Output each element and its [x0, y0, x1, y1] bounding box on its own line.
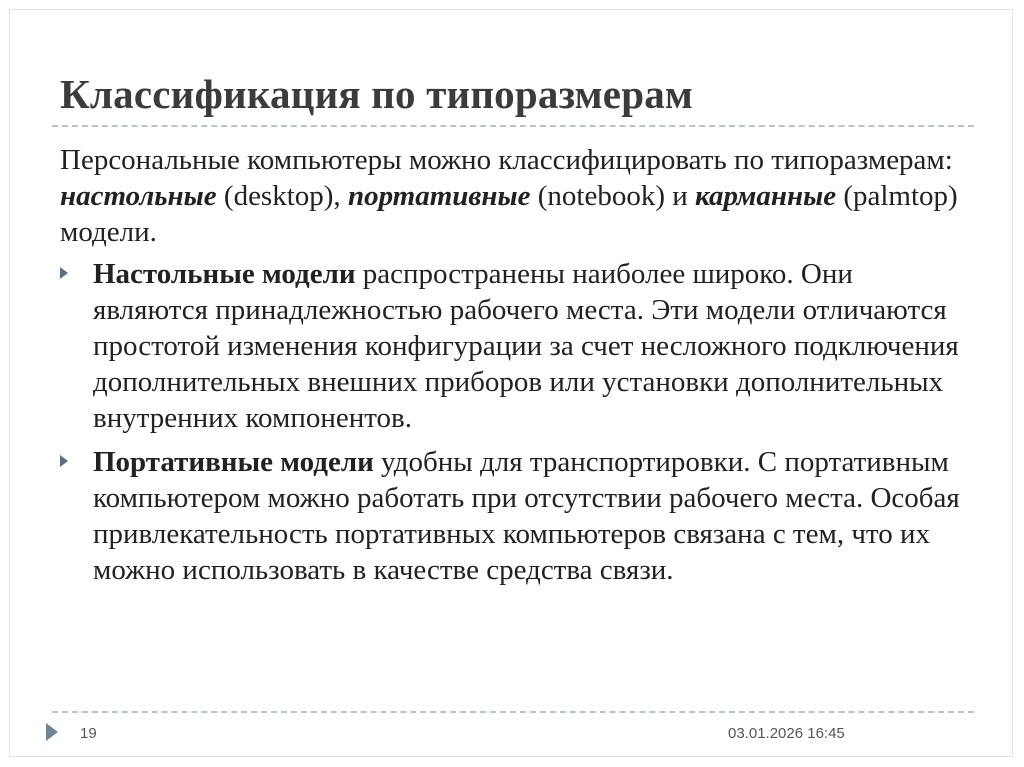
- bullet-portable-text: удобны для транспортировки. С портативным компьютером можно работать при отсутствии рабочего места. Особая привлекательность портативных компьютеров связана с тем, что их можно использовать в качестве средства связи.: [93, 446, 960, 586]
- bullet-arrow-icon: [60, 455, 68, 467]
- intro-term-palmtop: карманные: [695, 180, 837, 212]
- intro-paragraph: [60, 142, 965, 250]
- bullet-desktop-heading: Настольные модели: [93, 258, 356, 290]
- bullet-portable: [60, 444, 965, 588]
- footer-divider: [52, 711, 974, 713]
- bullet-list: [60, 256, 965, 588]
- bullet-portable-heading: Портативные модели: [93, 446, 374, 478]
- bullet-desktop: [60, 256, 965, 436]
- intro-text-2: (desktop),: [216, 180, 348, 212]
- triangle-right-icon: [46, 723, 58, 741]
- slide-content: [60, 142, 965, 596]
- title-divider: [52, 125, 974, 127]
- page-number: 19: [80, 725, 97, 742]
- bullet-arrow-icon: [60, 267, 68, 279]
- intro-term-notebook: портативные: [347, 180, 531, 212]
- footer-datetime: 03.01.2026 16:45: [728, 725, 845, 742]
- intro-term-desktop: настольные: [60, 180, 217, 212]
- bullet-desktop-text: распространены наиболее широко. Они являются принадлежностью рабочего места. Эти модели отличаются простотой изменения конфигурации за счет несложного подключения дополнительных внешних приборов или установки дополнительных внутренних компонентов.: [93, 258, 959, 434]
- intro-text-3: (notebook) и: [530, 180, 695, 212]
- intro-text-4: (palmtop) модели.: [60, 180, 958, 248]
- intro-text-1: Персональные компьютеры можно классифицировать по типоразмерам:: [60, 144, 953, 176]
- slide-title: Классификация по типоразмерам: [60, 71, 694, 117]
